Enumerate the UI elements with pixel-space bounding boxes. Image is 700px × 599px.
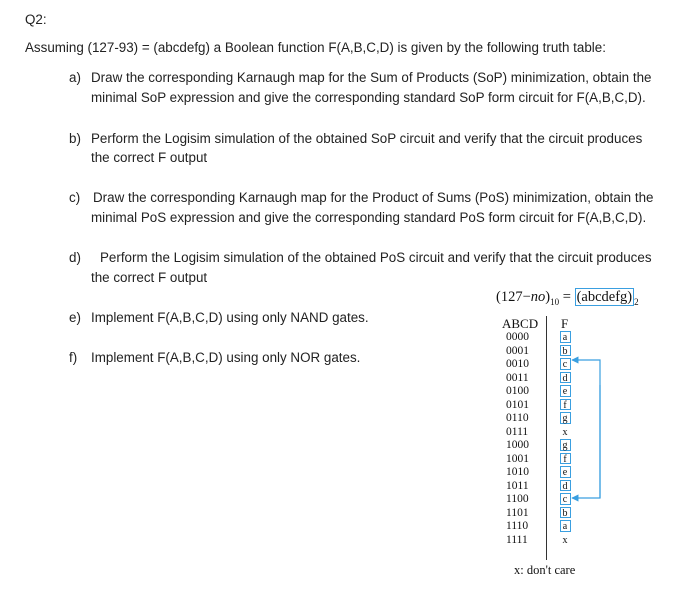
formula-right: (abcdefg) xyxy=(576,289,633,305)
item-c-line2: minimal PoS expression and give the corresponding standard PoS form circuit for F(A,B,C,D). xyxy=(91,210,647,225)
item-c-label: c) xyxy=(69,190,81,205)
truth-table-input-cell: 0001 xyxy=(506,344,529,357)
formula-equals: = xyxy=(559,289,575,305)
truth-table-header-abcd: ABCD xyxy=(502,316,539,331)
truth-table-output-cell: c xyxy=(560,358,571,370)
formula-sub-right: 2 xyxy=(634,296,639,307)
item-e-label: e) xyxy=(69,310,81,325)
item-b-line1: Perform the Logisim simulation of the obtained SoP circuit and verify that the circuit produces xyxy=(91,131,643,146)
truth-table-input-cell: 1111 xyxy=(506,533,528,546)
truth-table-output-cell: c xyxy=(560,493,571,505)
truth-table-output-cell: b xyxy=(560,345,571,357)
truth-table-output-cell: f xyxy=(560,453,571,465)
formula-minus: − xyxy=(522,289,531,305)
truth-table-output-cell: g xyxy=(560,439,571,451)
truth-table-output-cell: a xyxy=(560,331,571,343)
truth-table-input-cell: 0101 xyxy=(506,398,529,411)
item-a-line1: Draw the corresponding Karnaugh map for the Sum of Products (SoP) minimization, obtain the xyxy=(91,70,652,85)
truth-table-input-cell: 0000 xyxy=(506,331,529,343)
truth-table-input-cell: 0100 xyxy=(506,385,529,397)
truth-table-output-cell: e xyxy=(560,466,571,478)
truth-table-input-cell: 1011 xyxy=(506,479,529,492)
truth-table-input-cell: 1100 xyxy=(506,493,529,505)
truth-table-output-cell: x xyxy=(562,534,568,546)
formula-left: (127 xyxy=(496,289,523,305)
item-b-line2: the correct F output xyxy=(91,150,208,165)
truth-table-input-cell: 1001 xyxy=(506,452,529,465)
item-b-label: b) xyxy=(69,131,81,146)
question-intro: Assuming (127-93) = (abcdefg) a Boolean function F(A,B,C,D) is given by the following truth table: xyxy=(25,40,606,55)
truth-table-output-cell: a xyxy=(560,520,571,532)
truth-table-input-cell: 0011 xyxy=(506,371,529,384)
item-d-line1: Perform the Logisim simulation of the obtained PoS circuit and verify that the circuit produces xyxy=(100,250,652,265)
formula-close: ) xyxy=(545,289,551,305)
item-a-label: a) xyxy=(69,70,81,85)
truth-table-output-cell: f xyxy=(560,399,571,411)
formula-sub-left: 10 xyxy=(550,296,560,307)
truth-table-input-cell: 0110 xyxy=(506,412,529,424)
truth-table-input-cell: 1110 xyxy=(506,520,529,532)
item-a-line2: minimal SoP expression and give the corresponding standard SoP form circuit for F(A,B,C,D). xyxy=(91,90,646,105)
truth-table-input-cell: 1010 xyxy=(506,466,529,478)
dont-care-legend: x: don't care xyxy=(514,563,576,577)
arrow-upper xyxy=(572,360,600,498)
item-f-line1: Implement F(A,B,C,D) using only NOR gates. xyxy=(91,350,361,365)
truth-table-output-cell: d xyxy=(560,372,571,384)
question-number: Q2: xyxy=(25,12,47,27)
item-d-line2: the correct F output xyxy=(91,270,208,285)
truth-table-input-cell: 0010 xyxy=(506,358,529,370)
truth-table-input-cell: 1000 xyxy=(506,439,529,451)
truth-table-header-f: F xyxy=(561,316,569,331)
formula-no: no xyxy=(530,289,546,305)
item-f-label: f) xyxy=(69,350,78,365)
truth-table-output-cell: b xyxy=(560,507,571,519)
truth-table-output-cell: e xyxy=(560,385,571,397)
arrow-lower xyxy=(572,385,600,498)
truth-table-input-cell: 0111 xyxy=(506,425,529,438)
item-d-label: d) xyxy=(69,250,81,265)
item-c-line1: Draw the corresponding Karnaugh map for the Product of Sums (PoS) minimization, obtain the xyxy=(93,190,654,205)
truth-table-output-cell: g xyxy=(560,412,571,424)
truth-table-output-cell: d xyxy=(560,480,571,492)
truth-table-output-cell: x xyxy=(562,426,568,438)
item-e-line1: Implement F(A,B,C,D) using only NAND gates. xyxy=(91,310,369,325)
truth-table-input-cell: 1101 xyxy=(506,506,529,519)
